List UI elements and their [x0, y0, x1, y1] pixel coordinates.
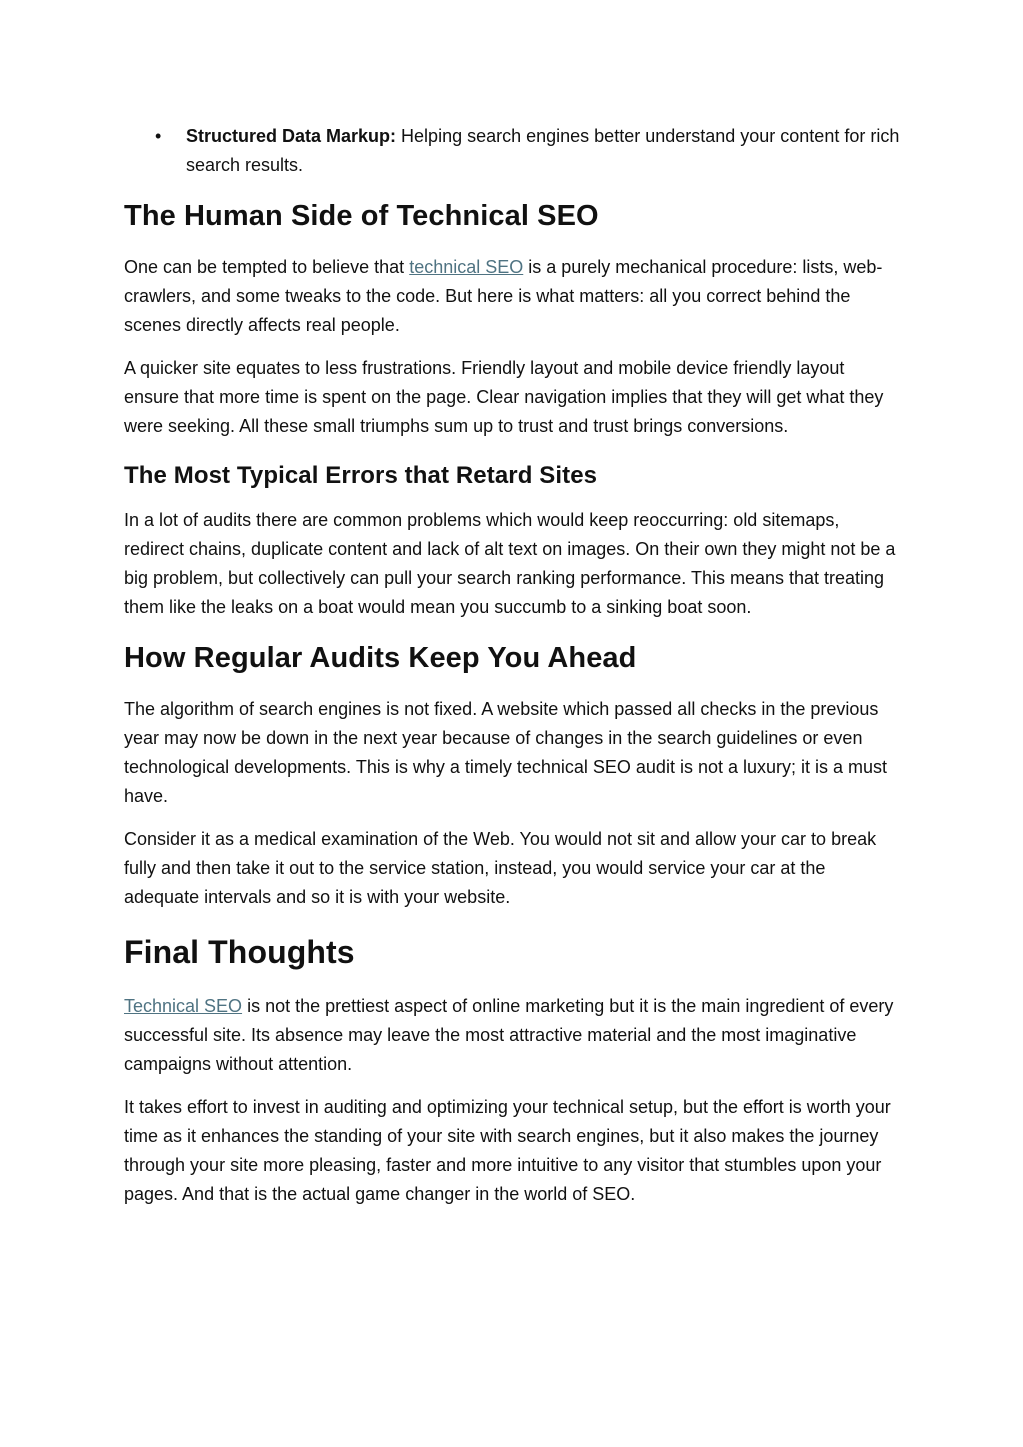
heading-human-side: The Human Side of Technical SEO: [124, 200, 599, 232]
paragraph-final-2: It takes effort to invest in auditing and optimizing your technical setup, but the effort is worth your time as it enhances the standing of your site with search engines, but it also makes the journey through your site more pleasing, faster and more intuitive to any visitor that stumbles upon your pages. And that is the actual game changer in the world of SEO.: [124, 1097, 891, 1204]
heading-typical-errors: The Most Typical Errors that Retard Sites: [124, 462, 598, 489]
heading-final-thoughts: Final Thoughts: [124, 934, 355, 970]
paragraph-human-2: A quicker site equates to less frustrations. Friendly layout and mobile device friendly layout ensure that more time is spent on the page. Clear navigation implies that they will get what they were seeking. All these small triumphs sum up to trust and trust brings conversions.: [124, 358, 884, 436]
heading-regular-audits: How Regular Audits Keep You Ahead: [124, 642, 637, 674]
paragraph-audits-1: The algorithm of search engines is not fixed. A website which passed all checks in the previous year may now be down in the next year because of changes in the search guidelines or even technological developments. This is why a timely technical SEO audit is not a luxury; it is a must have.: [124, 699, 888, 806]
paragraph-human-1: [124, 253, 904, 340]
paragraph-errors-1: In a lot of audits there are common problems which would keep reoccurring: old sitemaps, redirect chains, duplicate content and lack of alt text on images. On their own they might not be a big problem, but collectively can pull your search ranking performance. This means that treating them like the leaks on a boat would mean you succumb to a sinking boat soon.: [124, 510, 896, 617]
technical-seo-link-final[interactable]: Technical SEO: [124, 996, 243, 1016]
technical-seo-link[interactable]: technical SEO: [409, 257, 524, 277]
bullet-text: Helping search engines better understand your content for rich search results.: [186, 126, 900, 175]
paragraph-text: is a purely mechanical procedure: lists, web-crawlers, and some tweaks to the code. But here is what matters: all you correct behind the scenes directly affects real people.: [124, 257, 883, 335]
paragraph-text: is not the prettiest aspect of online marketing but it is the main ingredient of every successful site. Its absence may leave the most attractive material and the most imaginative campaigns without attention.: [124, 996, 894, 1074]
paragraph-audits-2: Consider it as a medical examination of the Web. You would not sit and allow your car to break fully and then take it out to the service station, instead, you would service your car at the adequate intervals and so it is with your website.: [124, 829, 877, 907]
list-item: [124, 122, 904, 180]
bullet-label: Structured Data Markup:: [186, 126, 397, 146]
paragraph-final-1: [124, 992, 904, 1079]
paragraph-text: One can be tempted to believe that: [124, 257, 410, 277]
bullet-list: [124, 122, 904, 180]
document-page: [124, 122, 904, 1223]
bullet-dot-icon: •: [155, 126, 162, 146]
